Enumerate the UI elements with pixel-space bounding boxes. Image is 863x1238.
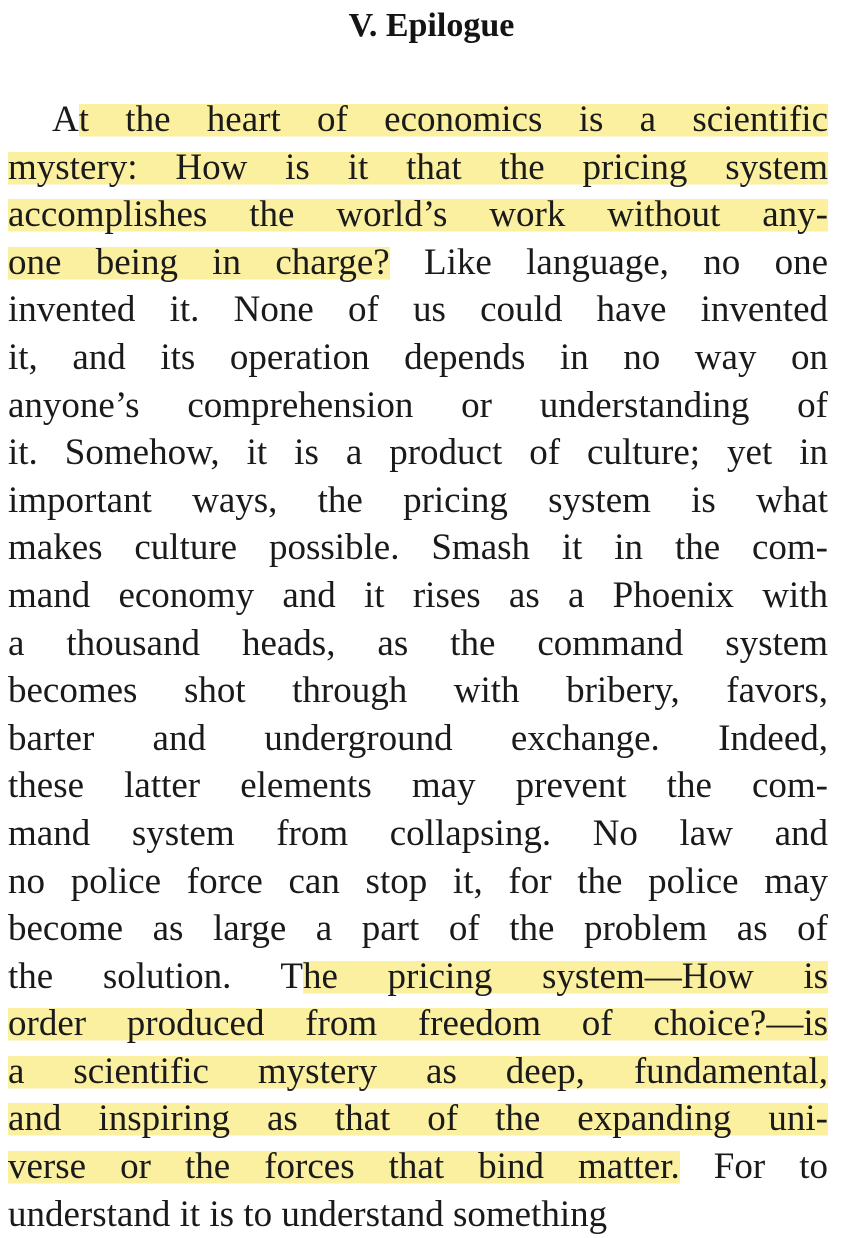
paragraph-line <box>8 858 828 906</box>
highlighted-text: and inspiring as that of the expanding uni- <box>8 1098 828 1140</box>
text-segment: mand system from collapsing. No law and <box>8 812 828 854</box>
paragraph-line <box>8 905 828 953</box>
paragraph-line <box>8 286 828 334</box>
paragraph-line <box>8 96 828 144</box>
text-segment: no police force can stop it, for the police may <box>8 860 828 902</box>
highlighted-text: a scientific mystery as deep, fundamental, <box>8 1050 828 1092</box>
text-segment: Like language, no one <box>389 241 828 283</box>
text-segment: important ways, the pricing system is what <box>8 479 828 521</box>
text-segment: become as large a part of the problem as of <box>8 908 828 950</box>
paragraph-line <box>8 382 828 430</box>
paragraph-line <box>8 572 828 620</box>
paragraph-line <box>8 1191 828 1238</box>
text-segment: a thousand heads, as the command system <box>8 622 828 664</box>
text-segment: these latter elements may prevent the com- <box>8 765 828 807</box>
text-segment: For to <box>679 1146 829 1188</box>
highlighted-text: mystery: How is it that the pricing system <box>8 146 828 188</box>
text-segment: mand economy and it rises as a Phoenix with <box>8 574 828 616</box>
paragraph-line <box>8 1048 828 1096</box>
paragraph-line <box>8 810 828 858</box>
highlighted-text: verse or the forces that bind matter. <box>8 1146 680 1188</box>
paragraph-line <box>8 715 828 763</box>
text-segment: invented it. None of us could have invented <box>8 289 828 331</box>
paragraph-line <box>8 1000 828 1048</box>
paragraph-line <box>8 144 828 192</box>
text-segment: barter and underground exchange. Indeed, <box>8 717 828 759</box>
paragraph-line <box>8 1143 828 1191</box>
epilogue-paragraph <box>8 96 828 1238</box>
paragraph-line <box>8 239 828 287</box>
text-segment: anyone’s comprehension or understanding of <box>8 384 828 426</box>
highlighted-text: he pricing system—How is <box>302 955 829 997</box>
text-segment: A <box>52 99 79 140</box>
text-segment: becomes shot through with bribery, favors, <box>8 670 828 712</box>
highlighted-text: t the heart of economics is a scientific <box>78 99 828 140</box>
text-segment: the solution. T <box>8 955 303 997</box>
paragraph-line <box>8 191 828 239</box>
highlighted-text: accomplishes the world’s work without any- <box>8 194 828 236</box>
paragraph-line <box>8 429 828 477</box>
paragraph-line <box>8 953 828 1001</box>
text-segment: it. Somehow, it is a product of culture; yet in <box>8 432 828 474</box>
paragraph-line <box>8 620 828 668</box>
paragraph-line <box>8 1095 828 1143</box>
paragraph-line <box>8 477 828 525</box>
highlighted-text: order produced from freedom of choice?—is <box>8 1003 828 1045</box>
paragraph-line <box>8 334 828 382</box>
paragraph-line <box>8 524 828 572</box>
text-segment: it, and its operation depends in no way on <box>8 336 828 378</box>
highlighted-text: one being in charge? <box>8 241 390 283</box>
paragraph-line <box>8 667 828 715</box>
text-segment: makes culture possible. Smash it in the com- <box>8 527 828 569</box>
paragraph-line <box>8 762 828 810</box>
text-segment: understand it is to understand something <box>8 1193 608 1235</box>
section-heading: V. Epilogue <box>348 7 515 44</box>
